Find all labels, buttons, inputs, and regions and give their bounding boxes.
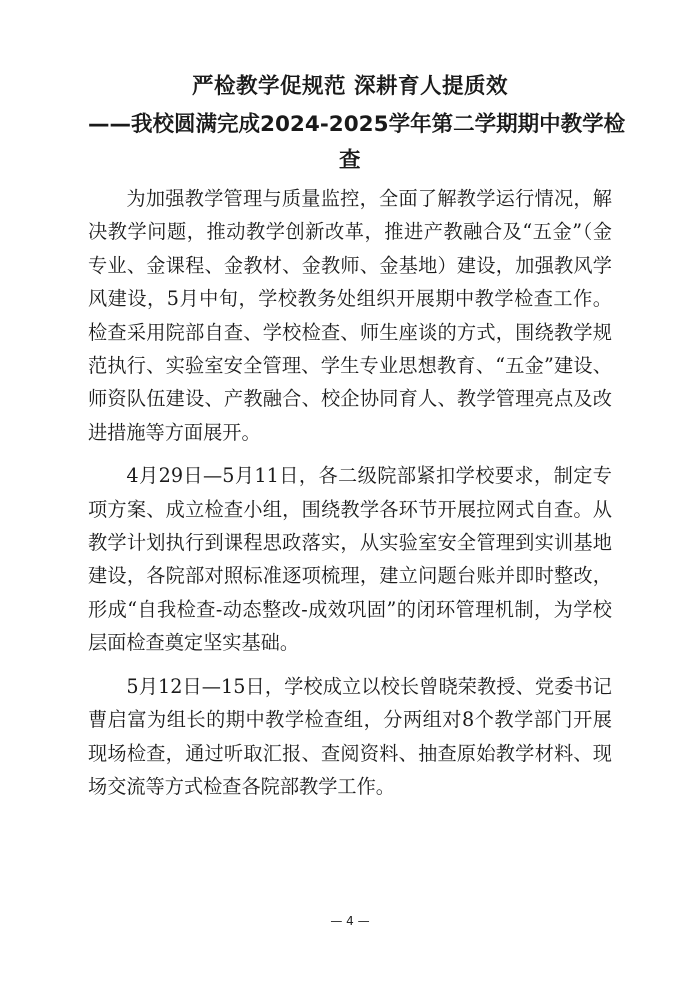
article-subtitle-continued: 查 xyxy=(338,148,361,173)
article-body xyxy=(88,182,612,813)
article-subtitle: ——我校圆满完成2024-2025学年第二学期期中教学检 xyxy=(88,112,626,137)
paragraph: 4月29日—5月11日，各二级院部紧扣学校要求，制定专项方案、成立检查小组，围绕教学各环节开展拉网式自查。从教学计划执行到课程思政落实，从实验室安全管理到实训基地建设，各院部对照标准逐项梳理，建立问题台账并即时整改，形成“自我检查-动态整改-成效巩固”的闭环管理机制，为学校层面检查奠定坚实基础。 xyxy=(88,464,612,655)
paragraph: 为加强教学管理与质量监控，全面了解教学运行情况，解决教学问题，推动教学创新改革，推进产教融合及“五金”（金专业、金课程、金教材、金教师、金基地）建设，加强教风学风建设，5月中旬，学校教务处组织开展期中教学检查工作。检查采用院部自查、学校检查、师生座谈的方式，围绕教学规范执行、实验室安全管理、学生专业思想教育、“五金”建设、师资队伍建设、产教融合、校企协同育人、教学管理亮点及改进措施等方面展开。 xyxy=(88,187,612,444)
paragraph: 5月12日—15日，学校成立以校长曾晓荣教授、党委书记曹启富为组长的期中教学检查组，分两组对8个教学部门开展现场检查，通过听取汇报、查阅资料、抽查原始教学材料、现场交流等方式检查各院部教学工作。 xyxy=(88,674,612,798)
page-number: — 4 — xyxy=(330,914,370,928)
article-title: 严检教学促规范 深耕育人提质效 xyxy=(192,74,508,99)
